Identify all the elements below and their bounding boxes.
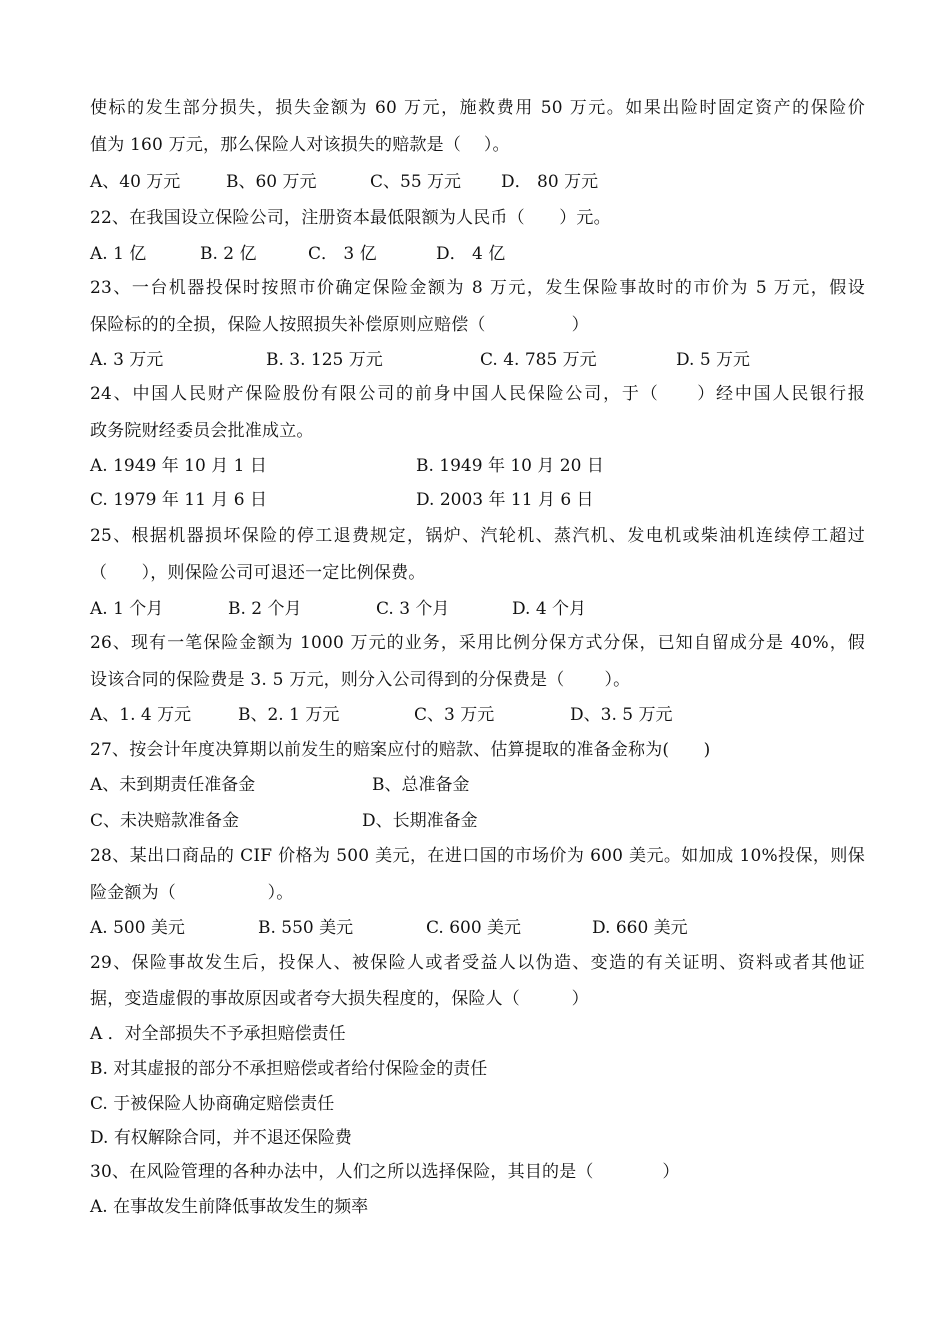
question-23-line-2: 保险标的的全损，保险人按照损失补偿原则应赔偿（ ） <box>90 315 589 335</box>
question-25-option-d: D. 4 个月 <box>512 599 587 619</box>
question-29-option-a: A ．对全部损失不予承担赔偿责任 <box>90 1024 346 1044</box>
question-23-option-b: B. 3. 125 万元 <box>266 350 383 370</box>
question-21-option-b: B、60 万元 <box>226 172 317 192</box>
question-24-option-c: C. 1979 年 11 月 6 日 <box>90 490 267 510</box>
question-23-option-a: A. 3 万元 <box>90 350 164 370</box>
question-26-line-1: 26、现有一笔保险金额为 1000 万元的业务，采用比例分保方式分保，已知自留成分是 40%，假 <box>90 633 865 653</box>
question-30-option-a: A. 在事故发生前降低事故发生的频率 <box>90 1197 369 1217</box>
question-28-option-d: D. 660 美元 <box>592 918 688 938</box>
question-22-option-a: A. 1 亿 <box>90 244 147 264</box>
question-21-option-a: A、40 万元 <box>90 172 181 192</box>
question-29-line-2: 据，变造虚假的事故原因或者夸大损失程度的，保险人（ ） <box>90 989 589 1009</box>
question-21-option-d: D． 80 万元 <box>501 172 599 192</box>
question-28-option-c: C. 600 美元 <box>426 918 522 938</box>
question-29-line-1: 29、保险事故发生后，投保人、被保险人或者受益人以伪造、变造的有关证明、资料或者其他证 <box>90 953 865 973</box>
question-28-option-b: B. 550 美元 <box>258 918 354 938</box>
question-27-option-b: B、总准备金 <box>372 775 470 795</box>
question-23-option-c: C. 4. 785 万元 <box>480 350 597 370</box>
question-27-option-c: C、未决赔款准备金 <box>90 811 240 831</box>
question-26-option-d: D、3. 5 万元 <box>570 705 673 725</box>
question-23-option-d: D. 5 万元 <box>676 350 751 370</box>
question-29-option-b: B. 对其虚报的部分不承担赔偿或者给付保险金的责任 <box>90 1059 488 1079</box>
question-22-option-c: C． 3 亿 <box>308 244 377 264</box>
question-24-option-d: D. 2003 年 11 月 6 日 <box>416 490 594 510</box>
question-25-option-b: B. 2 个月 <box>228 599 302 619</box>
question-22-option-d: D． 4 亿 <box>436 244 506 264</box>
question-27-stem: 27、按会计年度决算期以前发生的赔案应付的赔款、估算提取的准备金称为( ) <box>90 740 711 760</box>
question-22-option-b: B. 2 亿 <box>200 244 257 264</box>
question-22-stem: 22、在我国设立保险公司，注册资本最低限额为人民币（ ）元。 <box>90 208 611 228</box>
question-26-option-c: C、3 万元 <box>414 705 495 725</box>
question-25-option-a: A. 1 个月 <box>90 599 164 619</box>
question-28-line-1: 28、某出口商品的 CIF 价格为 500 美元，在进口国的市场价为 600 美元。如加成 10%投保，则保 <box>90 846 865 866</box>
question-25-line-2: （ ），则保险公司可退还一定比例保费。 <box>90 563 426 583</box>
question-24-option-a: A. 1949 年 10 月 1 日 <box>90 456 267 476</box>
question-28-option-a: A. 500 美元 <box>90 918 185 938</box>
question-27-option-a: A、未到期责任准备金 <box>90 775 256 795</box>
question-25-option-c: C. 3 个月 <box>376 599 450 619</box>
question-24-line-1: 24、中国人民财产保险股份有限公司的前身中国人民保险公司，于（ ）经中国人民银行报 <box>90 384 865 404</box>
question-29-option-d: D. 有权解除合同，并不退还保险费 <box>90 1128 352 1148</box>
question-24-line-2: 政务院财经委员会批准成立。 <box>90 421 314 441</box>
question-28-line-2: 险金额为（ ）。 <box>90 883 294 903</box>
question-23-line-1: 23、一台机器投保时按照市价确定保险金额为 8 万元，发生保险事故时的市价为 5 万元，假设 <box>90 278 865 298</box>
question-26-option-a: A、1. 4 万元 <box>90 705 192 725</box>
question-25-line-1: 25、根据机器损坏保险的停工退费规定，锅炉、汽轮机、蒸汽机、发电机或柴油机连续停工超过 <box>90 526 865 546</box>
question-27-option-d: D、长期准备金 <box>362 811 478 831</box>
question-21-line-2: 值为 160 万元，那么保险人对该损失的赔款是（ ）。 <box>90 135 510 155</box>
question-26-line-2: 设该合同的保险费是 3. 5 万元，则分入公司得到的分保费是（ ）。 <box>90 670 631 690</box>
question-21-line-1: 使标的发生部分损失，损失金额为 60 万元，施救费用 50 万元。如果出险时固定资产的保险价 <box>90 98 865 118</box>
question-30-stem: 30、在风险管理的各种办法中，人们之所以选择保险，其目的是（ ） <box>90 1162 680 1182</box>
question-24-option-b: B. 1949 年 10 月 20 日 <box>416 456 604 476</box>
question-26-option-b: B、2. 1 万元 <box>238 705 340 725</box>
question-21-option-c: C、55 万元 <box>370 172 462 192</box>
question-29-option-c: C. 于被保险人协商确定赔偿责任 <box>90 1094 335 1114</box>
